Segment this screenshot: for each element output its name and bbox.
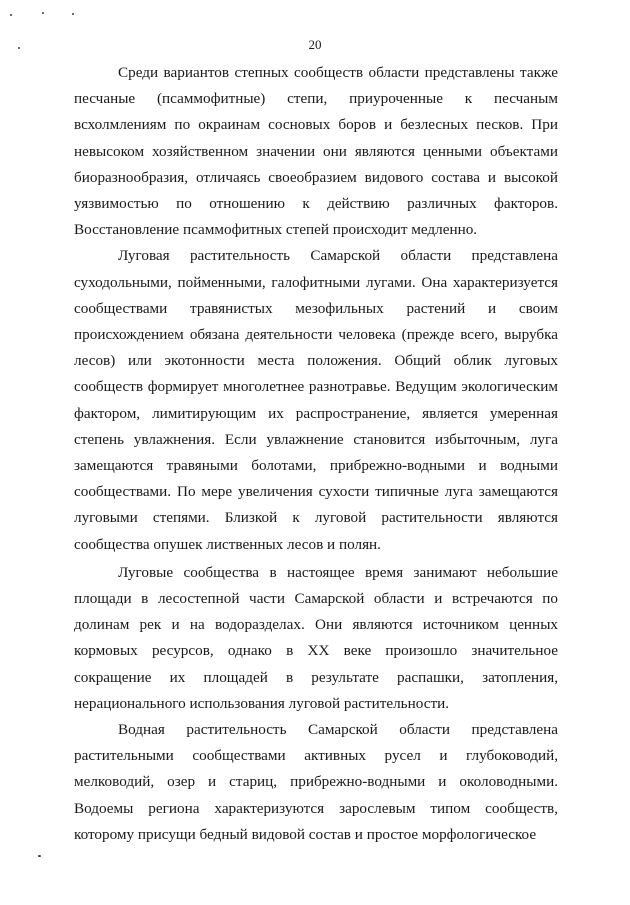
paragraph-meadow-communities: Луговые сообщества в настоящее время занимают небольшие площади в лесостепной части Самарской области и встречаются по долинам рек и на водоразделах. Они являются источником ценных кормовых ресурсов, однако в XX веке произошло значительное сокращение их площадей в результате распашки, затопления, нерационального использования луговой растительности.: [74, 563, 558, 712]
scan-speck: [10, 14, 12, 16]
paragraph-meadow-vegetation: Луговая растительность Самарской области представлена суходольными, пойменными, галофитными лугами. Она характеризуется сообществами травянистых мезофильных растений и своим происхождением обязана деятельности человека (прежде всего, вырубка лесов) или экотонности места положения. Общий облик луговых сообществ формирует многолетнее разнотравье. Ведущим экологическим фактором, лимитирующим их распространение, является умеренная степень увлажнения. Если увлажнение становится избыточным, луга замещаются травяными болотами, прибрежно-водными и водными сообществами. По мере увеличения сухости типичные луга замещаются луговыми степями. Близкой к луговой растительности являются сообщества опушек лиственных лесов и полян.: [74, 247, 558, 553]
paragraph-sandy-steppes: Среди вариантов степных сообществ области представлены также песчаные (псаммофитные) степи, приуроченные к песчаным всхолмлениям по окраинам сосновых боров и безлесных песков. При невысоком хозяйственном значении они являются ценными объектами биоразнообразия, отличаясь своеобразием видового состава и высокой уязвимостью по отношению к действию различных факторов. Восстановление псаммофитных степей происходит медленно.: [74, 64, 558, 239]
page-number: 20: [308, 37, 322, 52]
scan-speck: [42, 12, 44, 14]
paragraph-aquatic-vegetation: Водная растительность Самарской области представлена растительными сообществами активных русел и глубоководий, мелководий, озер и стариц, прибрежно-водными и околоводными. Водоемы региона характеризуются зарослевым типом сообществ, которому присущи бедный видовой состав и простое морфологическое: [74, 721, 558, 843]
scan-speck: [72, 13, 74, 15]
document-body: [74, 60, 558, 848]
scan-speck: [38, 855, 41, 857]
